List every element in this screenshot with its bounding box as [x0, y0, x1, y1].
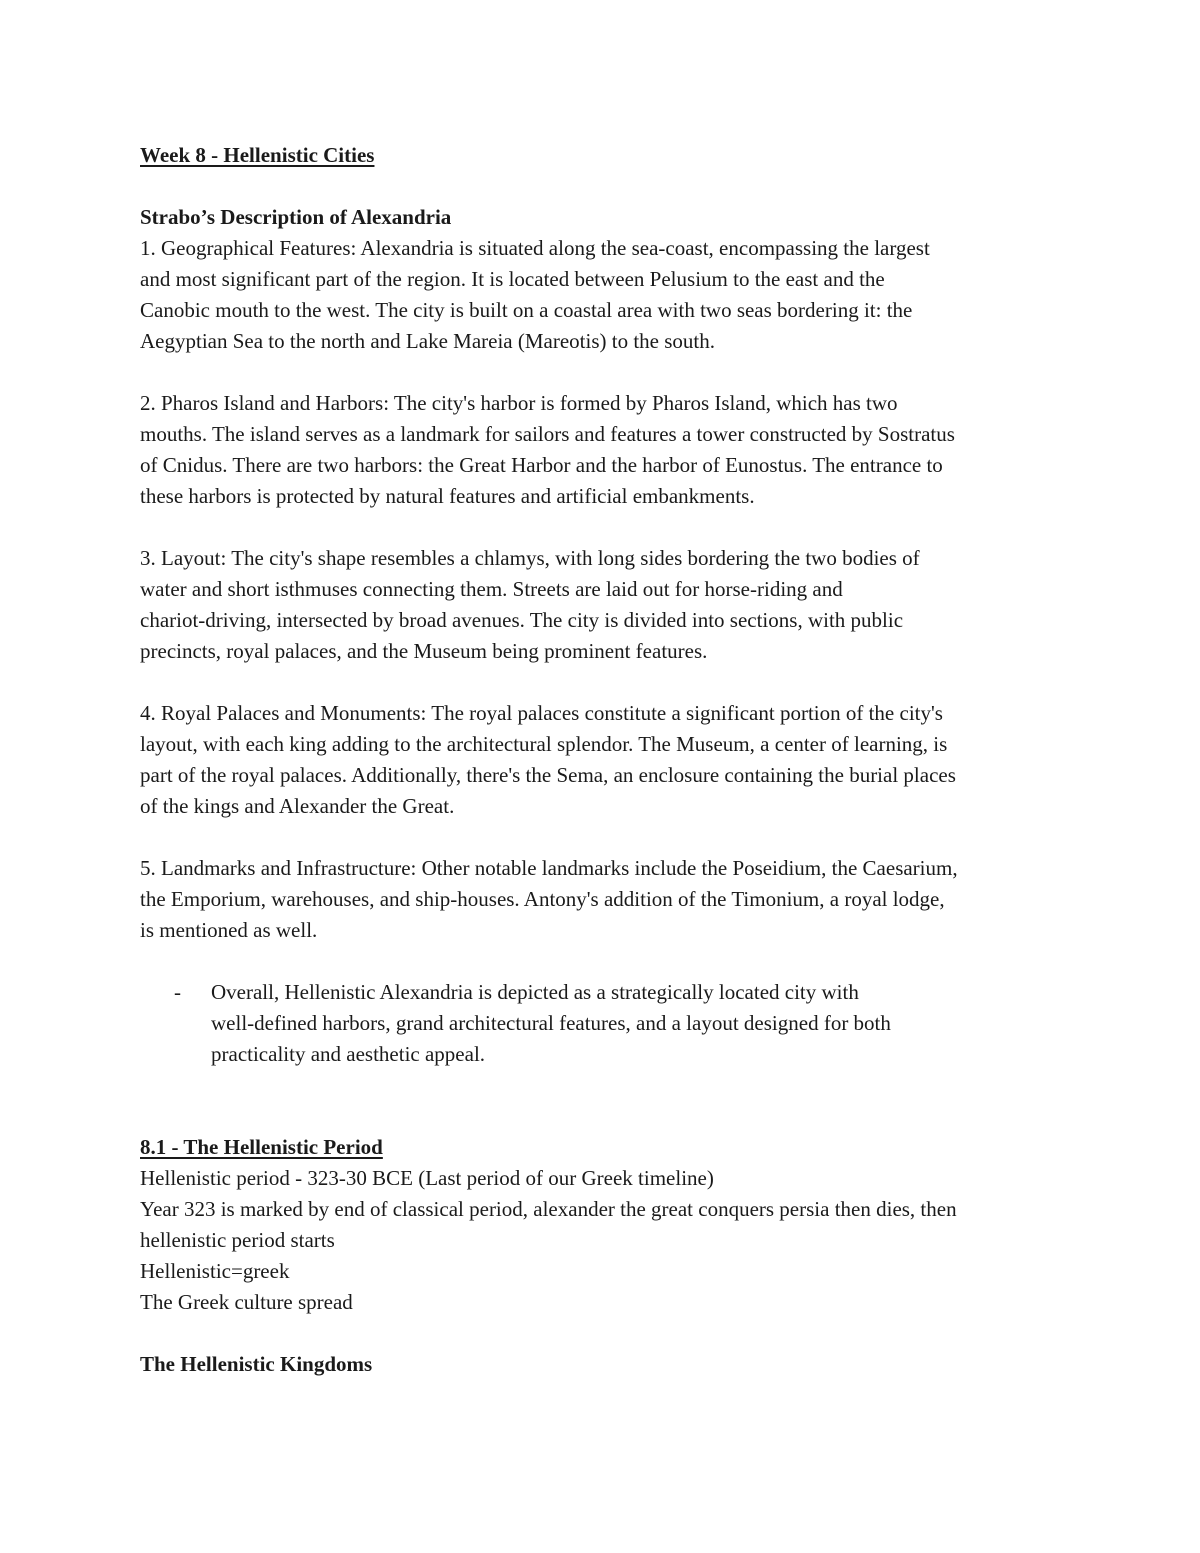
text-line: Overall, Hellenistic Alexandria is depicted as a strategically located city with	[211, 980, 859, 1004]
bullet-item-summary	[140, 977, 1070, 1070]
text-line: Hellenistic period - 323-30 BCE (Last period of our Greek timeline)	[140, 1166, 714, 1190]
text-line: precincts, royal palaces, and the Museum being prominent features.	[140, 639, 708, 663]
paragraph-geographical-features	[140, 233, 1070, 357]
subheading-hellenistic-kingdoms: The Hellenistic Kingdoms	[140, 1352, 373, 1376]
text-line: The Greek culture spread	[140, 1290, 353, 1314]
paragraph-landmarks	[140, 853, 1070, 946]
paragraph-royal-palaces	[140, 698, 1070, 822]
text-line: is mentioned as well.	[140, 918, 318, 942]
text-line: 1. Geographical Features: Alexandria is situated along the sea-coast, encompassing the largest	[140, 236, 930, 260]
text-line: Hellenistic=greek	[140, 1259, 290, 1283]
text-line: practicality and aesthetic appeal.	[211, 1042, 486, 1066]
section-title-week8: Week 8 - Hellenistic Cities	[140, 143, 375, 167]
text-line: 2. Pharos Island and Harbors: The city's harbor is formed by Pharos Island, which has two	[140, 391, 898, 415]
paragraph-hellenistic-period	[140, 1163, 1070, 1318]
bullet-dash: -	[174, 980, 181, 1004]
spacer	[140, 1318, 1070, 1349]
spacer	[140, 946, 1070, 977]
text-line: hellenistic period starts	[140, 1228, 335, 1252]
spacer	[140, 1101, 1070, 1132]
subheading-strabo: Strabo’s Description of Alexandria	[140, 205, 452, 229]
paragraph-layout	[140, 543, 1070, 667]
text-line: layout, with each king adding to the architectural splendor. The Museum, a center of learning, is	[140, 732, 948, 756]
text-line: of Cnidus. There are two harbors: the Great Harbor and the harbor of Eunostus. The entrance to	[140, 453, 943, 477]
text-line: these harbors is protected by natural features and artificial embankments.	[140, 484, 755, 508]
text-line: part of the royal palaces. Additionally, there's the Sema, an enclosure containing the burial places	[140, 763, 956, 787]
text-line: Year 323 is marked by end of classical period, alexander the great conquers persia then dies, then	[140, 1197, 957, 1221]
text-line: Canobic mouth to the west. The city is built on a coastal area with two seas bordering it: the	[140, 298, 913, 322]
paragraph-pharos-island	[140, 388, 1070, 512]
spacer	[140, 822, 1070, 853]
spacer	[140, 357, 1070, 388]
text-line: chariot-driving, intersected by broad avenues. The city is divided into sections, with public	[140, 608, 904, 632]
text-line: mouths. The island serves as a landmark for sailors and features a tower constructed by Sostratus	[140, 422, 955, 446]
text-line: Aegyptian Sea to the north and Lake Mareia (Mareotis) to the south.	[140, 329, 715, 353]
text-line: 5. Landmarks and Infrastructure: Other notable landmarks include the Poseidium, the Caesarium,	[140, 856, 958, 880]
spacer	[140, 667, 1070, 698]
text-line: 4. Royal Palaces and Monuments: The royal palaces constitute a significant portion of the city's	[140, 701, 943, 725]
spacer	[140, 512, 1070, 543]
spacer	[140, 171, 1070, 202]
text-line: the Emporium, warehouses, and ship-houses. Antony's addition of the Timonium, a royal lodge,	[140, 887, 945, 911]
text-line: 3. Layout: The city's shape resembles a chlamys, with long sides bordering the two bodies of	[140, 546, 920, 570]
section-title-hellenistic-period: 8.1 - The Hellenistic Period	[140, 1135, 383, 1159]
text-line: and most significant part of the region. It is located between Pelusium to the east and the	[140, 267, 885, 291]
text-line: of the kings and Alexander the Great.	[140, 794, 455, 818]
text-line: water and short isthmuses connecting them. Streets are laid out for horse-riding and	[140, 577, 843, 601]
spacer	[140, 1070, 1070, 1101]
text-line: well-defined harbors, grand architectural features, and a layout designed for both	[211, 1011, 891, 1035]
document-page	[140, 140, 1070, 1380]
